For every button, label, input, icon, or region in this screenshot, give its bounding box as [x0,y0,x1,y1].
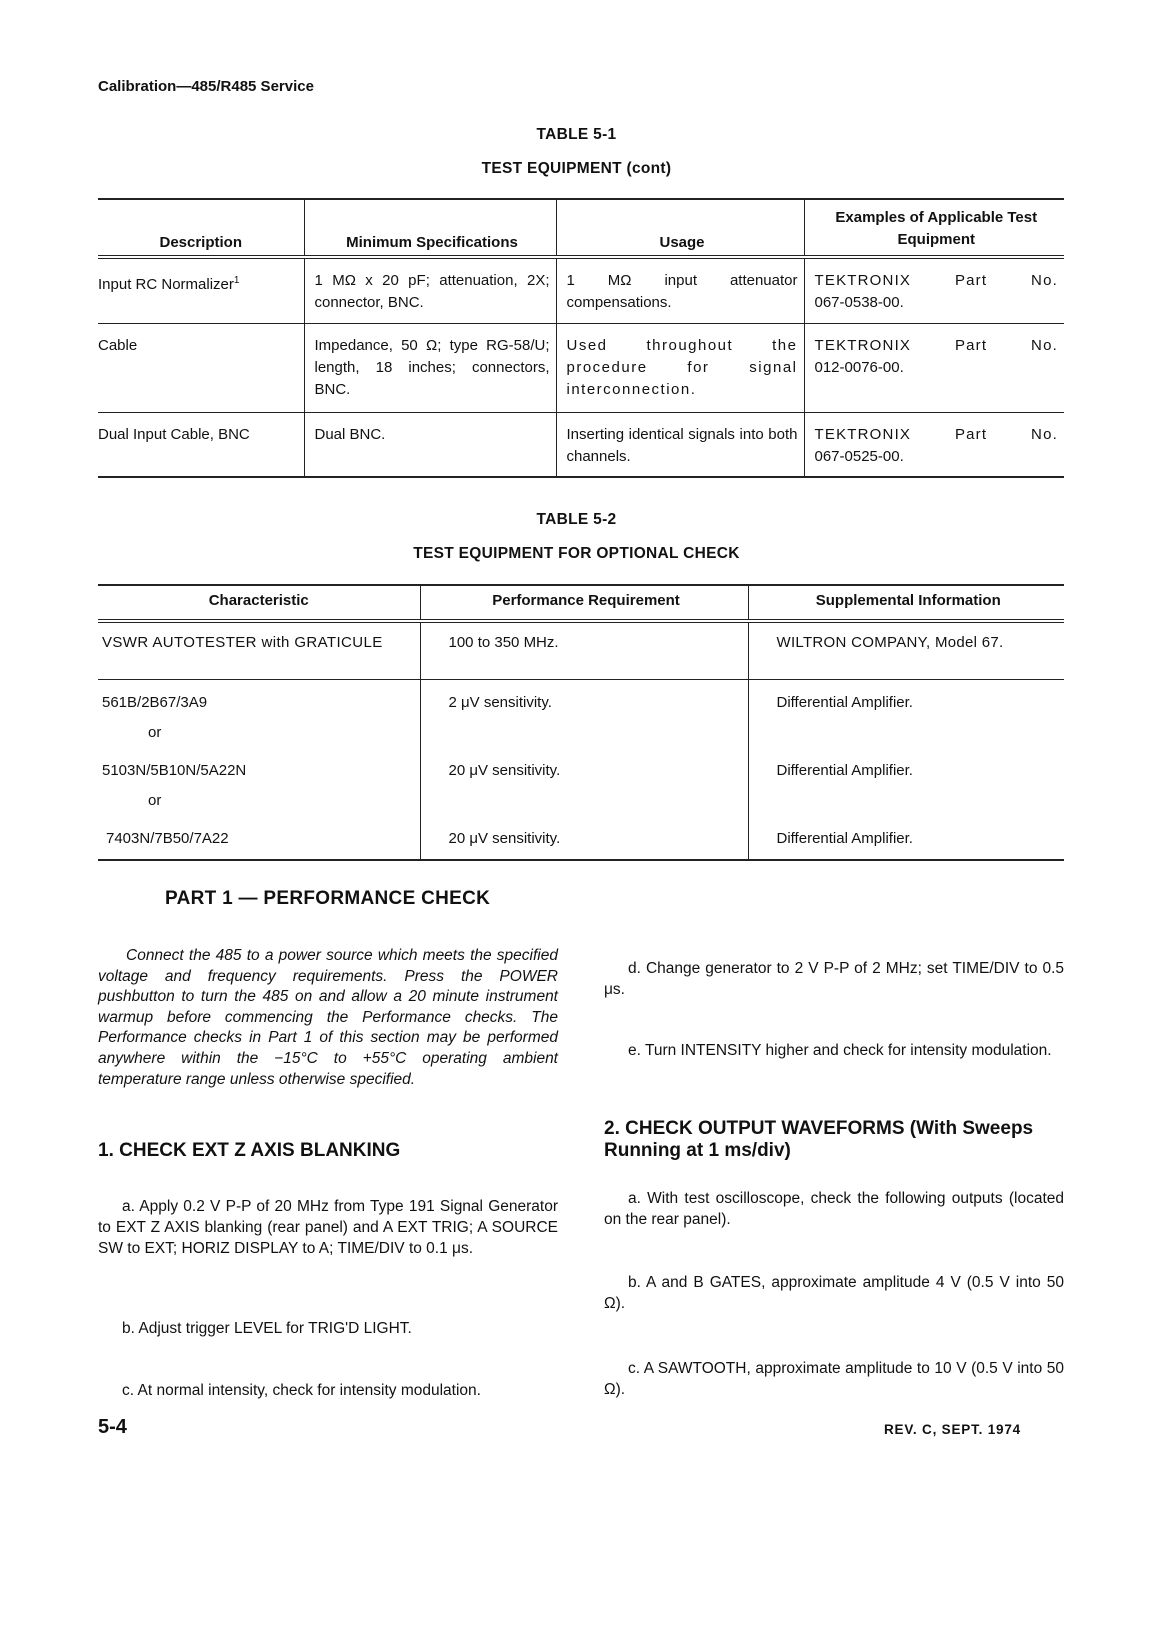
cell-empty [420,786,748,816]
example-line [815,424,1059,446]
cell-example [804,257,1064,323]
cell-characteristic: 7403N/7B50/7A22 [106,829,229,847]
table2-header-information: Supplemental Information [748,585,1064,621]
example-part: Part [954,272,988,289]
example-no: No. [1031,272,1058,289]
step-1e: e. Turn INTENSITY higher and check for intensity modulation. [628,1041,1052,1059]
table2-header-row [98,585,1064,621]
step-2c: c. A SAWTOOTH, approximate amplitude to 10 V (0.5 V into 50 Ω). [604,1359,1064,1398]
table1-header-description: Description [98,199,304,257]
intro-paragraph: Connect the 485 to a power source which meets the specified voltage and frequency requirements. Press the POWER pushbutton to turn the 485 on and allow a 20 minute instrument warmup before commencing the Performance checks. The Performance checks in Part 1 of this section may be performed anywhere within the −15°C to +55°C operating ambient temperature range unless otherwise specified. [98,947,558,1088]
cell-requirement: 100 to 350 MHz. [420,621,748,679]
table-row [98,816,1064,860]
table-row [98,621,1064,679]
cell-example [804,412,1064,477]
example-line [815,335,1059,357]
step-1b: b. Adjust trigger LEVEL for TRIG'D LIGHT. [122,1319,412,1337]
example-brand: TEKTRONIX [814,272,912,289]
running-head: Calibration—485/R485 Service [98,78,314,95]
section2-heading: 2. CHECK OUTPUT WAVEFORMS (With Sweeps Running at 1 ms/div) [604,1118,1034,1161]
part-title: PART 1 — PERFORMANCE CHECK [165,888,491,909]
cell-or: or [148,723,162,741]
cell-usage: 1 MΩ input attenuator compensations. [556,257,804,323]
cell-information: Differential Amplifier. [748,748,1064,786]
cell-requirement: 2 μV sensitivity. [420,679,748,718]
example-number: 012-0076-00. [814,358,904,376]
cell-empty [420,718,748,748]
example-number: 067-0525-00. [814,447,904,465]
table2-header-requirement: Performance Requirement [420,585,748,621]
description-text: Input RC Normalizer [98,276,234,293]
cell-description: Dual Input Cable, BNC [98,412,304,477]
cell-description: Cable [98,323,304,412]
cell-characteristic: VSWR AUTOTESTER with GRATICULE [98,621,420,679]
step-1c: c. At normal intensity, check for intensity modulation. [122,1381,481,1399]
example-no: No. [1031,425,1058,443]
cell-specification: Dual BNC. [304,412,556,477]
table-row [98,257,1064,323]
table-row [98,718,1064,748]
example-part: Part [954,425,988,443]
page-number: 5-4 [98,1416,127,1438]
table1-caption: TABLE 5-1 [536,126,617,143]
cell-information: Differential Amplifier. [748,679,1064,718]
table-optional-equipment [98,584,1064,861]
table1-header-examples: Examples of Applicable Test Equipment [804,199,1064,257]
cell-specification: Impedance, 50 Ω; type RG-58/U; length, 18 inches; connectors, BNC. [304,323,556,412]
step-1a: a. Apply 0.2 V P-P of 20 MHz from Type 191 Signal Generator to EXT Z AXIS blanking (rear panel) and A EXT TRIG; A SOURCE SW to EXT; HORIZ DISPLAY to A; TIME/DIV to 0.1 μs. [98,1197,558,1257]
example-part: Part [954,336,988,354]
cell-characteristic: 561B/2B67/3A9 [102,693,208,711]
cell-requirement: 20 μV sensitivity. [420,748,748,786]
table1-subcaption: TEST EQUIPMENT (cont) [481,160,672,177]
table2-caption: TABLE 5-2 [536,511,617,528]
table-row [98,679,1064,718]
cell-usage: Inserting identical signals into both channels. [556,412,804,477]
step-2b: b. A and B GATES, approximate amplitude 4 V (0.5 V into 50 Ω). [604,1273,1064,1312]
cell-requirement: 20 μV sensitivity. [420,816,748,860]
cell-usage: Used throughout the procedure for signal interconnection. [556,323,804,412]
table-row [98,786,1064,816]
table1-header-usage: Usage [556,199,804,257]
table2-subcaption: TEST EQUIPMENT FOR OPTIONAL CHECK [413,545,740,562]
step-2a: a. With test oscilloscope, check the following outputs (located on the rear panel). [604,1189,1064,1228]
cell-or: or [148,791,162,809]
cell-empty [748,718,1064,748]
cell-information: Differential Amplifier. [748,816,1064,860]
section1-heading: 1. CHECK EXT Z AXIS BLANKING [98,1140,401,1161]
step-1d: d. Change generator to 2 V P-P of 2 MHz; set TIME/DIV to 0.5 μs. [604,959,1064,998]
example-line [815,270,1059,292]
cell-information: WILTRON COMPANY, Model 67. [748,621,1064,679]
footnote-marker: 1 [233,275,240,286]
cell-example [804,323,1064,412]
table1-header-row [98,199,1064,257]
table-row [98,412,1064,477]
example-brand: TEKTRONIX [814,336,912,354]
table1-header-specifications: Minimum Specifications [304,199,556,257]
revision-note: REV. C, SEPT. 1974 [884,1422,1021,1437]
table-row [98,323,1064,412]
table-row [98,748,1064,786]
table-test-equipment [98,198,1064,478]
cell-specification: 1 MΩ x 20 pF; attenuation, 2X; connector, BNC. [304,257,556,323]
example-number: 067-0538-00. [814,294,904,311]
table2-header-characteristic: Characteristic [98,585,420,621]
example-brand: TEKTRONIX [814,425,912,443]
cell-empty [748,786,1064,816]
cell-description [98,257,304,323]
example-no: No. [1031,336,1058,354]
cell-characteristic: 5103N/5B10N/5A22N [102,761,247,779]
